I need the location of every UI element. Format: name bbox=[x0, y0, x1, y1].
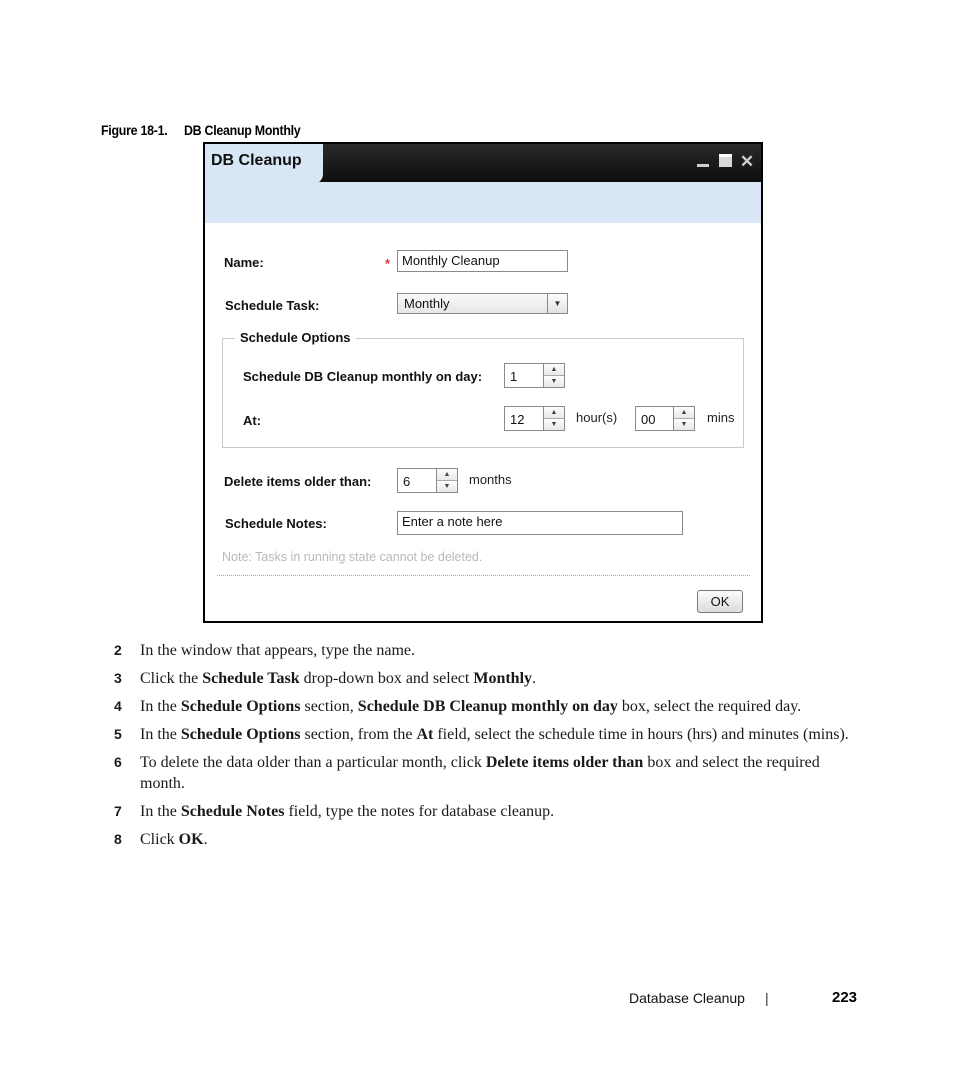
step-text: Click the bbox=[140, 670, 203, 687]
required-icon: * bbox=[385, 256, 391, 271]
name-label: Name: bbox=[224, 255, 264, 270]
step-text: In the bbox=[140, 698, 181, 715]
step-number: 3 bbox=[114, 670, 122, 686]
step-number: 6 bbox=[114, 754, 122, 770]
figure-number: Figure 18-1. bbox=[101, 123, 168, 138]
figure-caption bbox=[101, 123, 300, 138]
monthly-day-value: 1 bbox=[510, 369, 518, 384]
step-text: . bbox=[532, 670, 537, 687]
step-number: 8 bbox=[114, 831, 122, 847]
hour-unit: hour(s) bbox=[576, 410, 618, 425]
delete-older-stepper[interactable] bbox=[397, 468, 458, 493]
list-item bbox=[114, 752, 854, 794]
step-text: drop-down box and select bbox=[299, 670, 474, 687]
step-text: field, select the schedule time in hours (hrs) and minutes (mins). bbox=[433, 726, 849, 743]
name-input[interactable]: Monthly Cleanup bbox=[397, 250, 568, 272]
maximize-button[interactable] bbox=[717, 152, 733, 172]
schedule-task-label: Schedule Task: bbox=[225, 298, 320, 313]
note-text: Note: Tasks in running state cannot be deleted. bbox=[222, 550, 483, 564]
schedule-options-legend: Schedule Options bbox=[235, 330, 356, 345]
step-emphasis: Monthly bbox=[473, 670, 533, 687]
list-item bbox=[114, 696, 854, 717]
list-item bbox=[114, 829, 854, 850]
decrement-icon[interactable]: ▼ bbox=[544, 418, 564, 430]
close-button[interactable] bbox=[739, 152, 755, 172]
maximize-icon bbox=[719, 154, 732, 167]
step-emphasis: Schedule Options bbox=[180, 698, 301, 715]
decrement-icon[interactable]: ▼ bbox=[437, 480, 457, 492]
figure-title: DB Cleanup Monthly bbox=[183, 123, 301, 138]
step-number: 5 bbox=[114, 726, 122, 742]
increment-icon[interactable]: ▲ bbox=[544, 407, 564, 418]
step-text: In the bbox=[140, 726, 181, 743]
minute-value: 00 bbox=[641, 412, 656, 427]
step-number: 2 bbox=[114, 642, 122, 658]
step-text: box and select the required month. bbox=[140, 754, 820, 792]
footer-section: Database Cleanup bbox=[629, 990, 745, 1006]
step-text: In the window that appears, type the name. bbox=[140, 642, 416, 659]
monthly-day-stepper[interactable] bbox=[504, 363, 565, 388]
step-emphasis: Schedule Task bbox=[202, 670, 300, 687]
delete-older-value: 6 bbox=[403, 474, 411, 489]
step-number: 7 bbox=[114, 803, 122, 819]
increment-icon[interactable]: ▲ bbox=[544, 364, 564, 375]
step-text: In the bbox=[140, 803, 181, 820]
close-icon: ✕ bbox=[739, 152, 755, 171]
minute-stepper[interactable] bbox=[635, 406, 695, 431]
increment-icon[interactable]: ▲ bbox=[437, 469, 457, 480]
monthly-day-label: Schedule DB Cleanup monthly on day: bbox=[243, 369, 483, 384]
delete-older-unit: months bbox=[469, 472, 512, 487]
step-text: section, bbox=[300, 698, 358, 715]
step-number: 4 bbox=[114, 698, 122, 714]
schedule-notes-input[interactable]: Enter a note here bbox=[397, 511, 683, 535]
step-text: . bbox=[203, 831, 208, 848]
step-text: section, from the bbox=[300, 726, 417, 743]
header-banner bbox=[205, 182, 761, 223]
schedule-task-select[interactable] bbox=[397, 293, 568, 314]
title-tab bbox=[205, 144, 323, 184]
window-controls bbox=[695, 152, 755, 172]
db-cleanup-dialog bbox=[203, 142, 763, 623]
decrement-icon[interactable]: ▼ bbox=[674, 418, 694, 430]
page-number: 223 bbox=[832, 989, 858, 1006]
hour-value: 12 bbox=[510, 412, 525, 427]
hour-stepper[interactable] bbox=[504, 406, 565, 431]
list-item bbox=[114, 724, 854, 745]
step-text: Click bbox=[140, 831, 179, 848]
dialog-title: DB Cleanup bbox=[211, 152, 302, 169]
step-text: To delete the data older than a particular month, click bbox=[140, 754, 486, 771]
list-item bbox=[114, 640, 854, 661]
step-emphasis: At bbox=[416, 726, 434, 743]
minimize-button[interactable] bbox=[695, 152, 711, 172]
step-emphasis: Schedule DB Cleanup monthly on day bbox=[357, 698, 618, 715]
list-item bbox=[114, 668, 854, 689]
step-emphasis: OK bbox=[178, 831, 204, 848]
delete-older-label: Delete items older than: bbox=[224, 474, 372, 489]
step-emphasis: Delete items older than bbox=[485, 754, 644, 771]
minimize-icon bbox=[697, 164, 709, 167]
step-emphasis: Schedule Options bbox=[180, 726, 301, 743]
schedule-options-group bbox=[222, 338, 744, 448]
schedule-task-value: Monthly bbox=[404, 296, 450, 311]
footer-separator: | bbox=[765, 990, 769, 1006]
list-item bbox=[114, 801, 854, 822]
decrement-icon[interactable]: ▼ bbox=[544, 375, 564, 387]
schedule-notes-label: Schedule Notes: bbox=[225, 516, 327, 531]
at-label: At: bbox=[243, 413, 262, 428]
step-emphasis: Schedule Notes bbox=[180, 803, 285, 820]
minute-unit: mins bbox=[707, 410, 735, 425]
instruction-steps bbox=[114, 640, 854, 857]
divider bbox=[217, 575, 750, 576]
increment-icon[interactable]: ▲ bbox=[674, 407, 694, 418]
chevron-down-icon[interactable]: ▼ bbox=[547, 294, 567, 313]
step-text: box, select the required day. bbox=[617, 698, 802, 715]
step-text: field, type the notes for database cleanup. bbox=[284, 803, 555, 820]
ok-button[interactable]: OK bbox=[697, 590, 743, 613]
